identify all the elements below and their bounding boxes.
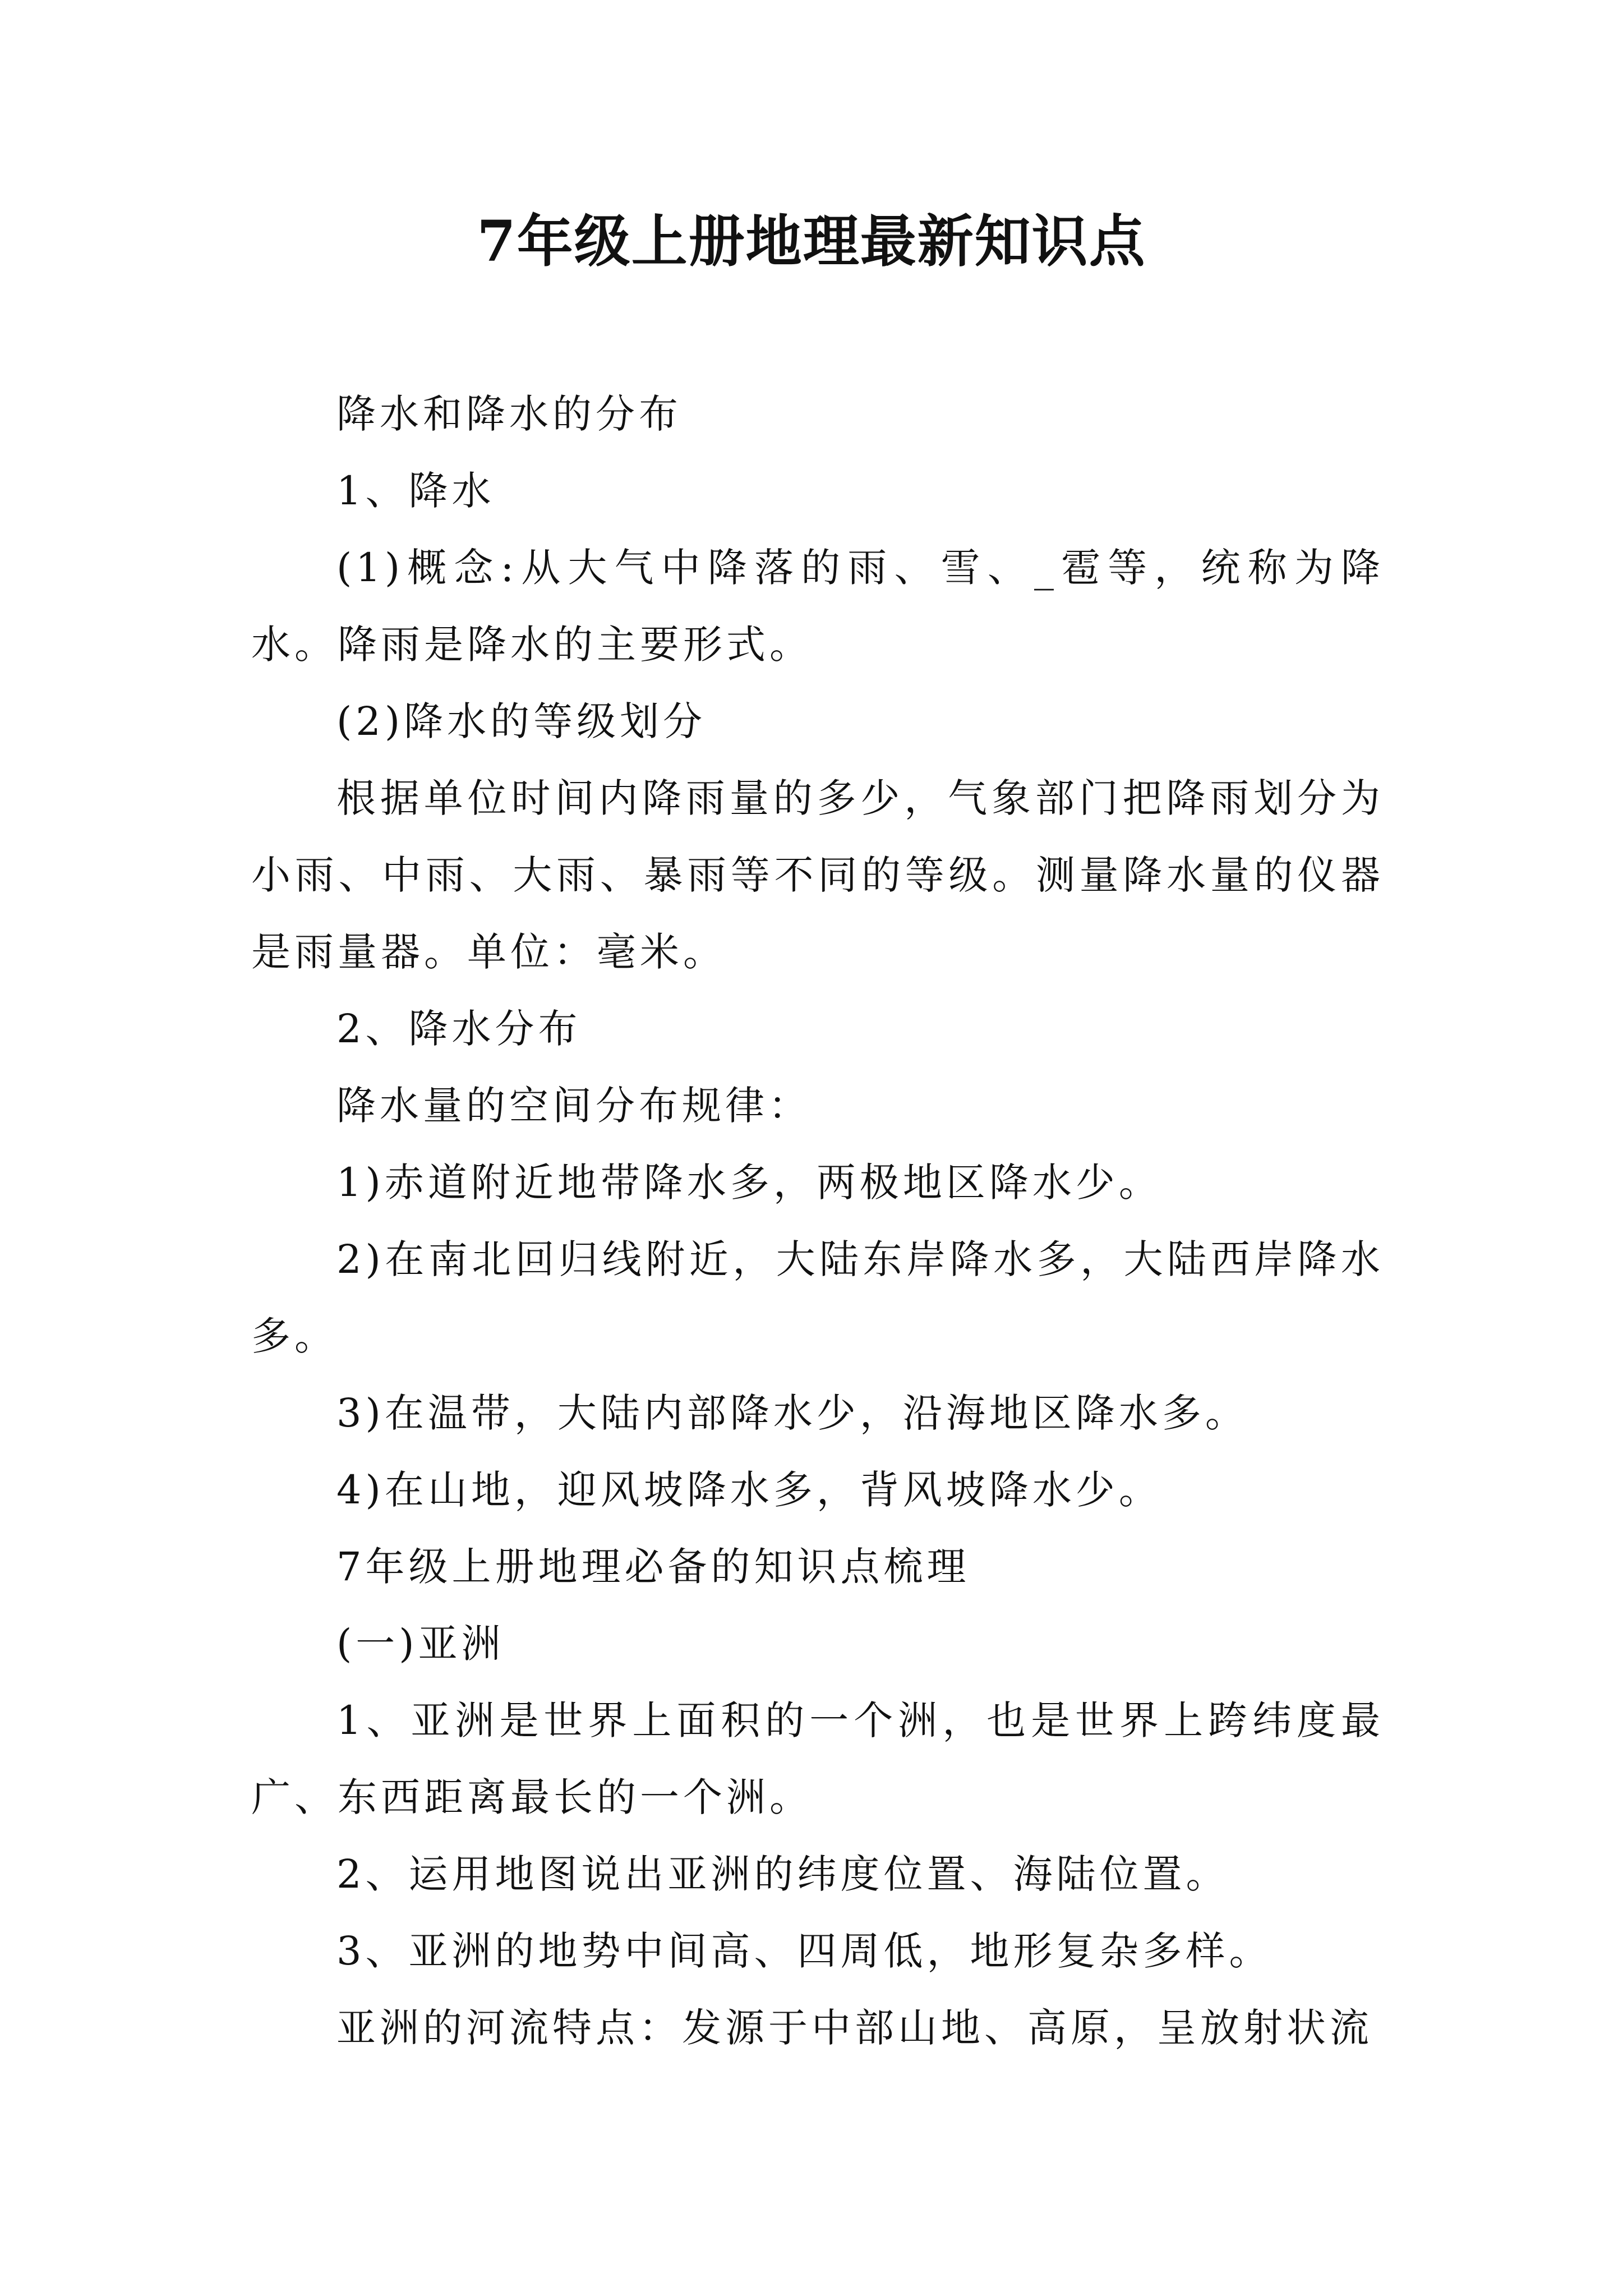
document-title: 7年级上册地理最新知识点 [477,208,1146,274]
paragraph: 亚洲的河流特点：发源于中部山地、高原，呈放射状流 [336,2005,1373,2051]
paragraph: 3、亚洲的地势中间高、四周低，地形复杂多样。 [336,1928,1272,1974]
paragraph: 2、运用地图说出亚洲的纬度位置、海陆位置。 [336,1851,1229,1897]
paragraph: 降水量的空间分布规律： [336,1083,811,1129]
document-body [251,376,1384,2067]
paragraph: 1)赤道附近地带降水多，两极地区降水少。 [336,1159,1162,1205]
paragraph: 3)在温带，大陆内部降水少，沿海地区降水多。 [336,1390,1248,1436]
paragraph: (1)概念:从大气中降落的雨、雪、_雹等，统称为降水。降雨是降水的主要形式。 [251,545,1384,668]
paragraph: 4)在山地，迎风坡降水多，背风坡降水少。 [336,1467,1162,1513]
paragraph: 降水和降水的分布 [336,391,682,437]
paragraph: 根据单位时间内降雨量的多少，气象部门把降雨划分为小雨、中雨、大雨、暴雨等不同的等级。测量降水量的仪器是雨量器。单位：毫米。 [251,775,1384,975]
paragraph: 7年级上册地理必备的知识点梳理 [336,1544,970,1590]
paragraph: (2)降水的等级划分 [336,698,707,744]
paragraph: 1、亚洲是世界上面积的一个洲，也是世界上跨纬度最广、东西距离最长的一个洲。 [251,1697,1384,1820]
paragraph: 1、降水 [336,468,495,514]
paragraph: (一)亚洲 [336,1621,505,1667]
paragraph: 2、降水分布 [336,1006,582,1052]
paragraph: 2)在南北回归线附近，大陆东岸降水多，大陆西岸降水多。 [251,1236,1384,1359]
